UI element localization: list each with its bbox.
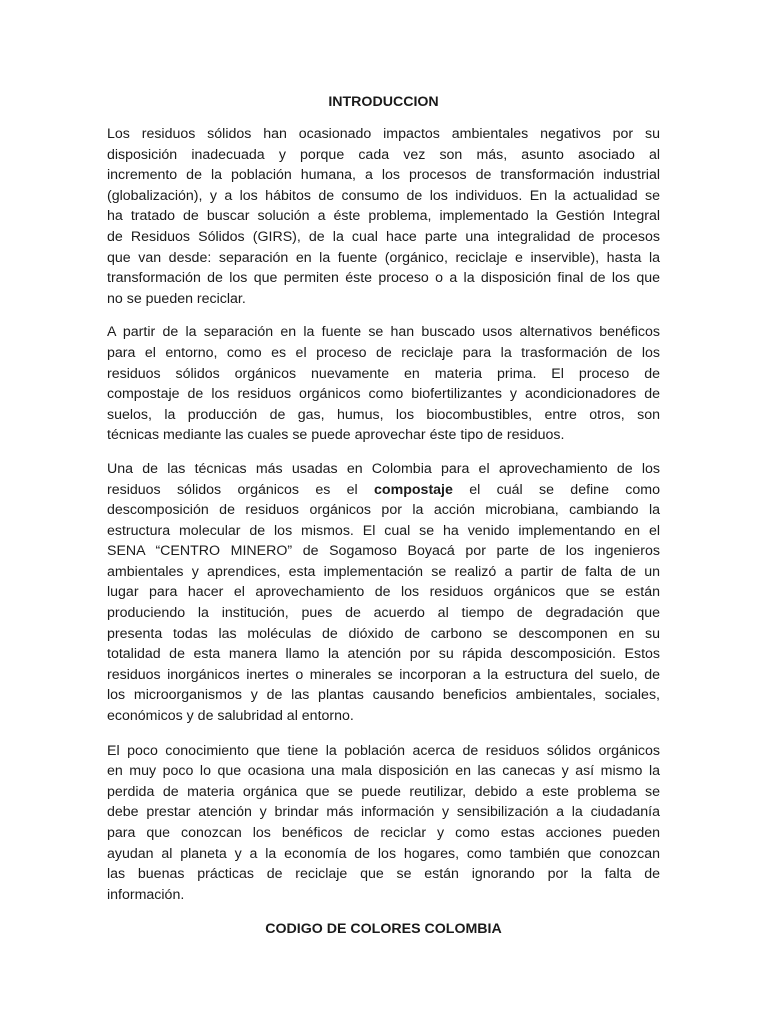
text-line: ha tratado de buscar solución a éste problema, implementado la Gestión Integral xyxy=(107,208,660,225)
text-line: disposición inadecuada y porque cada vez son más, asunto asociado al xyxy=(107,146,660,163)
text-segment: el cuál se define como xyxy=(452,481,660,498)
text-line: transformación de los que permiten éste proceso o a la disposición final de los que xyxy=(107,270,660,287)
text-line-with-term xyxy=(107,480,660,501)
text-line: en muy poco lo que ocasiona una mala disposición en las canecas y así mismo la xyxy=(107,763,660,780)
text-line: para que conozcan los benéficos de reciclar y como estas acciones pueden xyxy=(107,825,660,841)
text-line: debe prestar atención y brindar más información y sensibilización a la ciudadanía xyxy=(107,804,660,821)
text-line: descomposición de residuos orgánicos por la acción microbiana, cambiando la xyxy=(107,502,660,519)
text-line: de Residuos Sólidos (GIRS), de la cual hace parte una integralidad de procesos xyxy=(107,228,660,245)
text-line: para el entorno, como es el proceso de reciclaje para la trasformación de los xyxy=(107,344,660,361)
text-line: presenta todas las moléculas de dióxido de carbono se descomponen en su xyxy=(107,625,660,642)
paragraph-2 xyxy=(107,322,660,446)
text-line: incremento de la población humana, a los procesos de transformación industrial xyxy=(107,167,660,184)
text-line: que van desde: separación en la fuente (orgánico, reciclaje e inservible), hasta la xyxy=(107,249,660,266)
highlighted-term: compostaje xyxy=(374,481,453,498)
text-segment: residuos sólidos orgánicos es el xyxy=(107,481,375,498)
text-line: El poco conocimiento que tiene la población acerca de residuos sólidos orgánicos xyxy=(107,742,660,759)
text-line: información. xyxy=(107,886,185,903)
text-line: ayudan al planeta y a la economía de los hogares, como también que conozcan xyxy=(107,845,660,862)
paragraph-1 xyxy=(107,124,660,309)
text-line: estructura molecular de los mismos. El cual se ha venido implementando en el xyxy=(107,522,660,539)
text-line: técnicas mediante las cuales se puede aprovechar éste tipo de residuos. xyxy=(107,427,565,444)
section-heading: CODIGO DE COLORES COLOMBIA xyxy=(265,921,502,938)
paragraph-4 xyxy=(107,741,660,906)
text-line: residuos sólidos orgánicos nuevamente en materia prima. El proceso de xyxy=(107,365,660,382)
document-page xyxy=(107,92,660,939)
text-line: no se pueden reciclar. xyxy=(107,290,246,307)
text-line: SENA “CENTRO MINERO” de Sogamoso Boyacá por parte de los ingenieros xyxy=(107,543,660,560)
text-line: perdida de materia orgánica que se puede reutilizar, debido a este problema se xyxy=(107,783,660,800)
text-line: Una de las técnicas más usadas en Colombia para el aprovechamiento de los xyxy=(107,460,660,477)
text-line: ambientales y aprendices, esta implementación se realizó a partir de falta de un xyxy=(107,563,660,580)
text-line: (globalización), y a los hábitos de consumo de los individuos. En la actualidad se xyxy=(107,187,660,204)
text-line: produciendo la institución, pues de acuerdo al tiempo de degradación que xyxy=(107,605,660,622)
text-line: Los residuos sólidos han ocasionado impactos ambientales negativos por su xyxy=(107,126,660,142)
page-title: INTRODUCCION xyxy=(328,94,439,110)
text-line: suelos, la producción de gas, humus, los biocombustibles, entre otros, son xyxy=(107,406,660,423)
text-line: lugar para hacer el aprovechamiento de los residuos orgánicos que se están xyxy=(107,584,660,601)
text-line: residuos inorgánicos inertes o minerales se incorporan a la estructura del suelo, de xyxy=(107,666,660,683)
text-line: las buenas prácticas de reciclaje que se están ignorando por la falta de xyxy=(107,866,660,883)
text-line: A partir de la separación en la fuente se han buscado usos alternativos benéficos xyxy=(107,324,660,341)
text-line: económicos y de salubridad al entorno. xyxy=(107,708,354,725)
text-line: totalidad de esta manera llamo la atención por su rápida descomposición. Estos xyxy=(107,646,660,663)
paragraph-3 xyxy=(107,459,660,727)
text-line: compostaje de los residuos orgánicos como biofertilizantes y acondicionadores de xyxy=(107,386,660,403)
text-line: los microorganismos y de las plantas causando beneficios ambientales, sociales, xyxy=(107,687,660,704)
